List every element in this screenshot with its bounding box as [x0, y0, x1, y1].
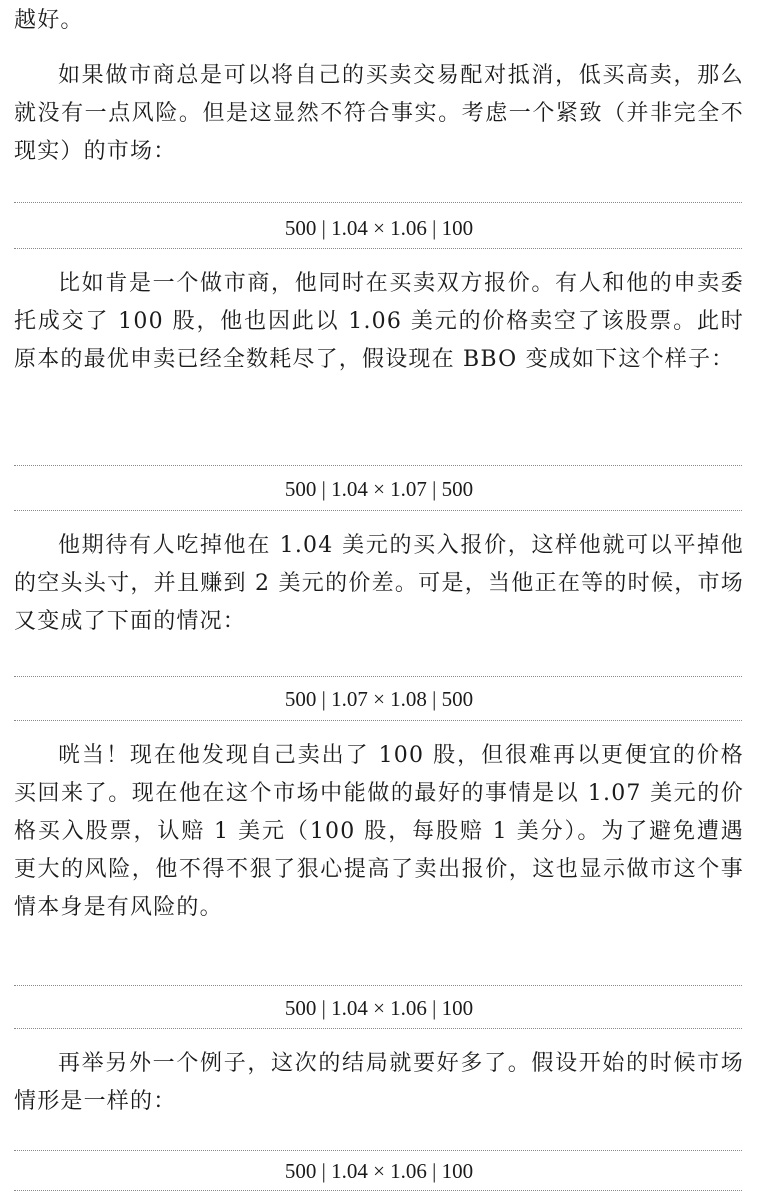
paragraph-ken-example: 比如肯是一个做市商，他同时在买卖双方报价。有人和他的申卖委托成交了 100 股，他也因此以 1.06 美元的价格卖空了该股票。此时原本的最优申卖已经全数耗尽了，假设现在 BBO 变成如下这个样子： — [14, 271, 744, 372]
rule-top — [14, 1150, 742, 1151]
rule-top — [14, 202, 742, 203]
paragraph-another-example: 再举另外一个例子，这次的结局就要好多了。假设开始的时候市场情形是一样的： — [14, 1051, 744, 1114]
bbo-quote: 500 | 1.04 × 1.06 | 100 — [284, 996, 474, 1020]
bbo-quote: 500 | 1.04 × 1.06 | 100 — [284, 1159, 474, 1183]
rule-bottom — [14, 510, 742, 511]
rule-bottom — [14, 248, 742, 249]
bbo-quote: 500 | 1.04 × 1.06 | 100 — [284, 216, 474, 240]
rule-bottom — [14, 720, 742, 721]
rule-bottom — [14, 1190, 742, 1191]
paragraph-market-maker-risk: 如果做市商总是可以将自己的买卖交易配对抵消，低买高卖，那么就没有一点风险。但是这显然不符合事实。考虑一个紧致（并非完全不现实）的市场： — [14, 63, 744, 164]
bbo-quote: 500 | 1.07 × 1.08 | 500 — [284, 687, 474, 711]
rule-top — [14, 465, 742, 466]
bbo-quote: 500 | 1.04 × 1.07 | 500 — [284, 477, 474, 501]
rule-top — [14, 985, 742, 986]
rule-bottom — [14, 1028, 742, 1029]
paragraph-continuation: 越好。 — [14, 8, 84, 33]
paragraph-loss: 咣当！现在他发现自己卖出了 100 股，但很难再以更便宜的价格买回来了。现在他在这个市场中能做的最好的事情是以 1.07 美元的价格买入股票，认赔 1 美元（100 股，每股赔 1 美分）。为了避免遭遇更大的风险，他不得不狠了狠心提高了卖出报价，这也显示做市这个事情本身是有风险的。 — [14, 743, 744, 920]
paragraph-waiting: 他期待有人吃掉他在 1.04 美元的买入报价，这样他就可以平掉他的空头头寸，并且赚到 2 美元的价差。可是，当他正在等的时候，市场又变成了下面的情况： — [14, 533, 744, 634]
rule-top — [14, 676, 742, 677]
